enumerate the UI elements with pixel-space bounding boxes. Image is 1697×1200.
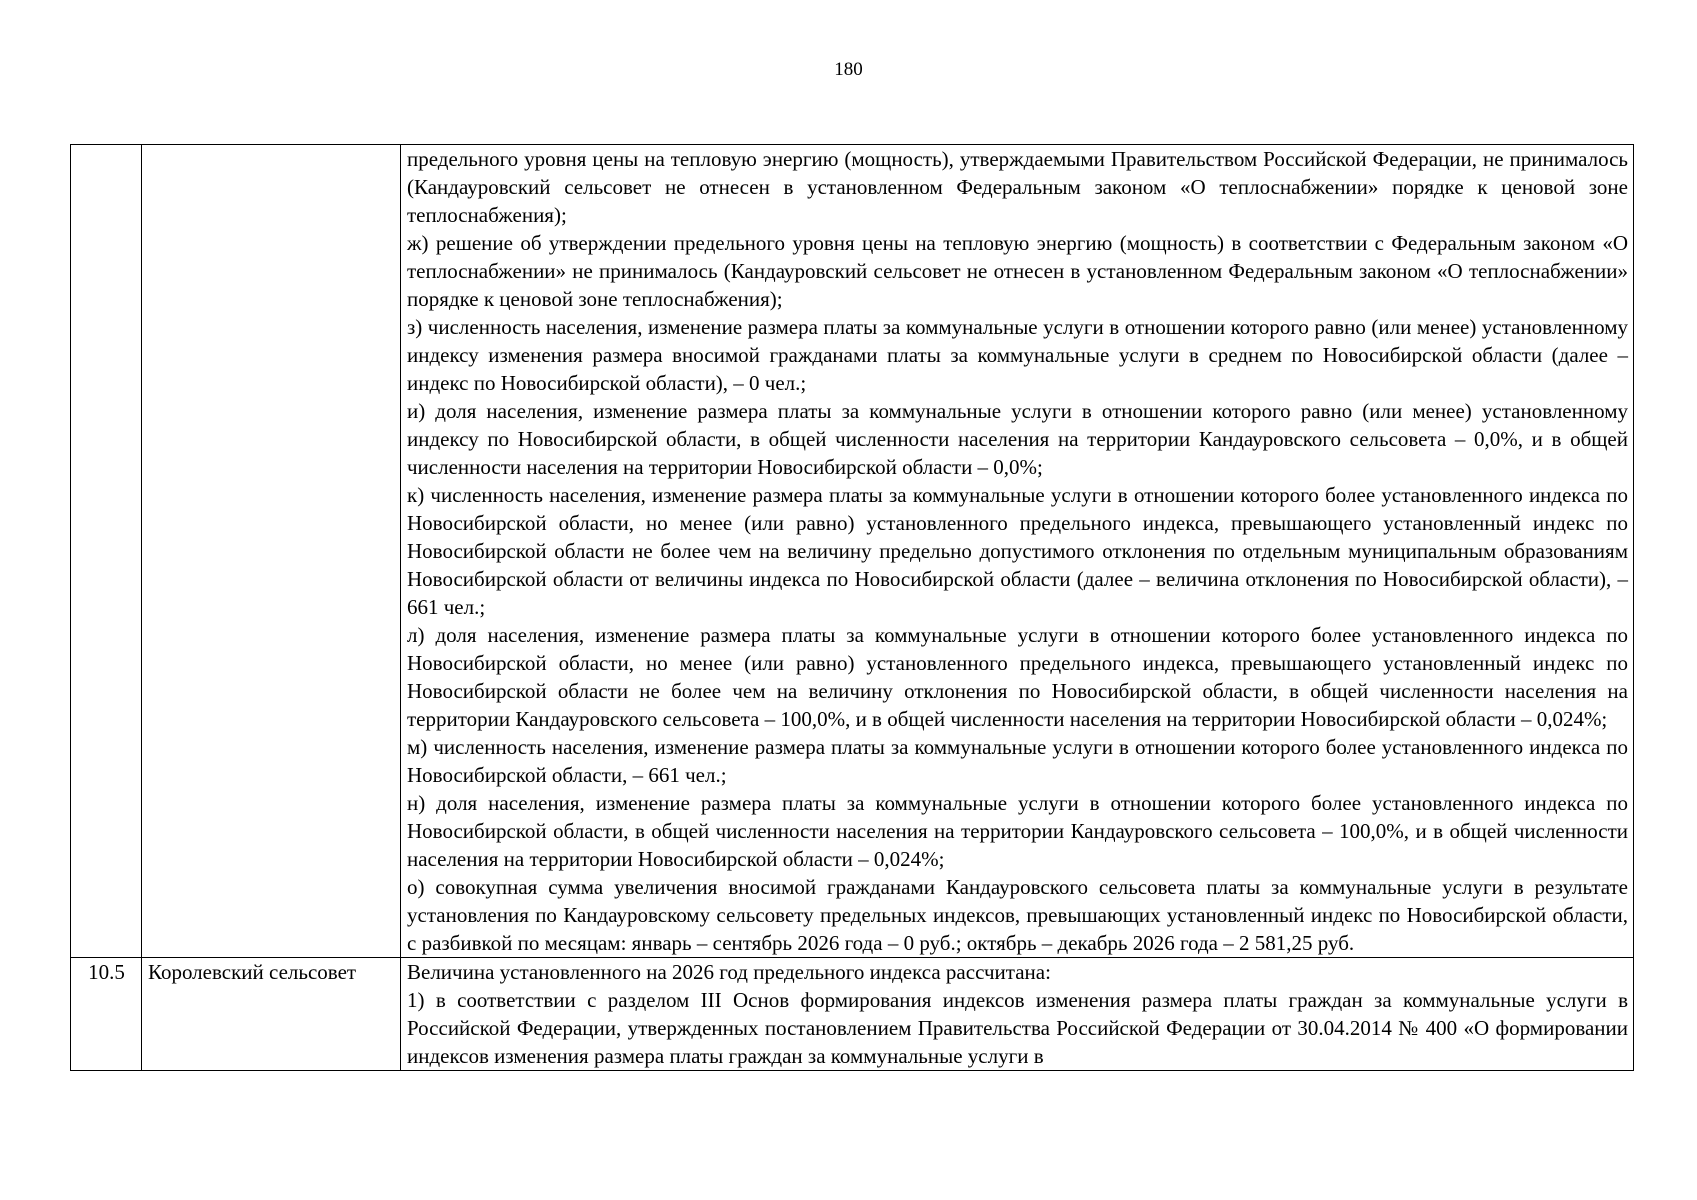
paragraph: ж) решение об утверждении предельного уровня цены на тепловую энергию (мощность) в соответствии с Федеральным законом «О теплоснабжении» не принималось (Кандауровский сельсовет не отнесен в установленном Федеральным законом «О теплоснабжении» порядке к ценовой зоне теплоснабжения); [407,231,1628,311]
municipality-name-cell [142,145,401,958]
paragraph: 1) в соответствии с разделом III Основ формирования индексов изменения размера платы граждан за коммунальные услуги в Российской Федерации, утвержденных постановлением Правительства Российской Федерации от 30.04.2014 № 400 «О формировании индексов изменения размера платы граждан за коммунальные услуги в [407,988,1628,1068]
page-number: 180 [834,59,863,80]
description-cell [401,145,1634,958]
row-number-cell [71,145,142,958]
paragraph: о) совокупная сумма увеличения вносимой гражданами Кандауровского сельсовета платы за коммунальные услуги в результате установления по Кандауровскому сельсовету предельных индексов, превышающих установленный индекс по Новосибирской области, с разбивкой по месяцам: январь – сентябрь 2026 года – 0 руб.; октябрь – декабрь 2026 года – 2 581,25 руб. [407,875,1628,955]
paragraph: Величина установленного на 2026 год предельного индекса рассчитана: [407,960,1051,984]
paragraph: к) численность населения, изменение размера платы за коммунальные услуги в отношении которого более установленного индекса по Новосибирской области, но менее (или равно) установленного предельного индекса, превышающего установленный индекс по Новосибирской области не более чем на величину предельно допустимого отклонения по отдельным муниципальным образованиям Новосибирской области от величины индекса по Новосибирской области (далее – величина отклонения по Новосибирской области), – 661 чел.; [407,483,1628,619]
table-row [71,145,1634,958]
paragraph: н) доля населения, изменение размера платы за коммунальные услуги в отношении которого более установленного индекса по Новосибирской области, в общей численности населения на территории Кандауровского сельсовета – 100,0%, и в общей численности населения на территории Новосибирской области – 0,024%; [407,791,1628,871]
paragraph: предельного уровня цены на тепловую энергию (мощность), утверждаемыми Правительством Российской Федерации, не принималось (Кандауровский сельсовет не отнесен в установленном Федеральным законом «О теплоснабжении» порядке к ценовой зоне теплоснабжения); [407,147,1628,227]
description-cell [401,958,1634,1071]
paragraph: л) доля населения, изменение размера платы за коммунальные услуги в отношении которого более установленного индекса по Новосибирской области, но менее (или равно) установленного предельного индекса, превышающего установленный индекс по Новосибирской области не более чем на величину отклонения по Новосибирской области, в общей численности населения на территории Кандауровского сельсовета – 100,0%, и в общей численности населения на территории Новосибирской области – 0,024%; [407,623,1628,731]
paragraph: и) доля населения, изменение размера платы за коммунальные услуги в отношении которого равно (или менее) установленному индексу по Новосибирской области, в общей численности населения на территории Кандауровского сельсовета – 0,0%, и в общей численности населения на территории Новосибирской области – 0,0%; [407,399,1628,479]
table-row [71,958,1634,1071]
municipality-name-cell: Королевский сельсовет [142,958,401,1071]
paragraph: з) численность населения, изменение размера платы за коммунальные услуги в отношении которого равно (или менее) установленному индексу изменения размера вносимой гражданами платы за коммунальные услуги в среднем по Новосибирской области (далее – индекс по Новосибирской области), – 0 чел.; [407,315,1628,395]
paragraph: м) численность населения, изменение размера платы за коммунальные услуги в отношении которого более установленного индекса по Новосибирской области, – 661 чел.; [407,735,1628,787]
document-table [70,144,1634,1071]
row-number-cell: 10.5 [71,958,142,1071]
